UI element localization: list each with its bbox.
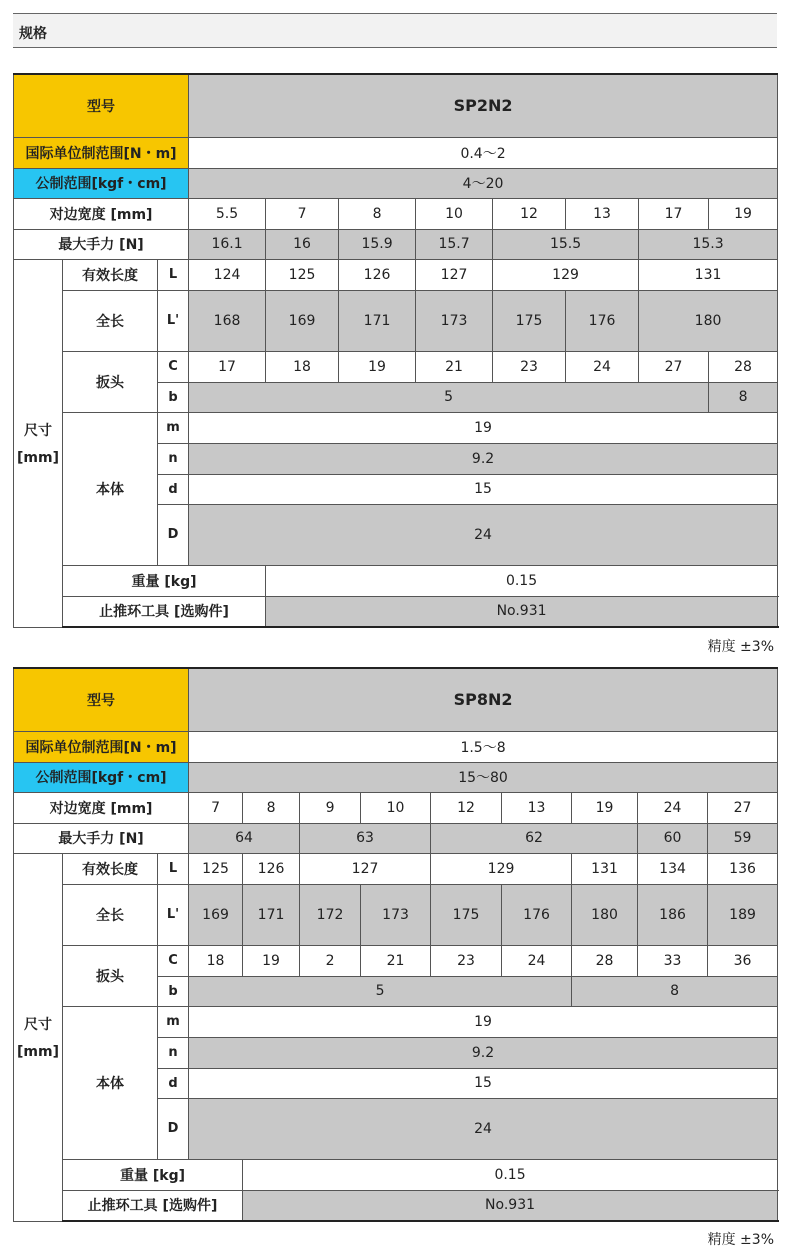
dimensions-label (14, 853, 63, 1221)
width-across-cell: 12 (431, 792, 502, 823)
metric-range-value: 15～80 (189, 762, 778, 792)
weight-label: 重量 [kg] (63, 1159, 243, 1190)
width-across-cell: 13 (502, 792, 572, 823)
precision-note: 精度 ±3% (707, 639, 774, 655)
max-force-cell: 62 (431, 823, 638, 853)
c-cell: 24 (502, 945, 572, 976)
c-cell: 19 (243, 945, 300, 976)
max-force-cell: 64 (189, 823, 300, 853)
l-cell: 136 (708, 853, 778, 884)
max-force-cell: 15.9 (339, 229, 416, 259)
effective-length-label: 有效长度 (63, 259, 158, 290)
si-range-label: 国际单位制范围[N・m] (14, 731, 189, 762)
width-across-cell: 24 (638, 792, 708, 823)
symbol-l-prime: L' (158, 290, 189, 351)
model-name: SP8N2 (189, 668, 778, 731)
m-cell: 19 (189, 1006, 778, 1037)
dimensions-label (14, 259, 63, 627)
symbol-b: b (158, 976, 189, 1006)
symbol-b: b (158, 382, 189, 412)
lp-cell: 169 (189, 884, 243, 945)
c-cell: 28 (709, 351, 778, 382)
lp-cell: 173 (361, 884, 431, 945)
metric-range-value: 4～20 (189, 168, 778, 198)
symbol-m: m (158, 1006, 189, 1037)
lp-cell: 176 (502, 884, 572, 945)
stopper-tool-value: No.931 (266, 596, 778, 627)
stopper-tool-value: No.931 (243, 1190, 778, 1221)
c-cell: 28 (572, 945, 638, 976)
width-across-cell: 27 (708, 792, 778, 823)
symbol-n: n (158, 1037, 189, 1068)
d-upper-cell: 24 (189, 1098, 778, 1159)
max-force-label: 最大手力 [N] (14, 823, 189, 853)
max-force-cell: 16 (266, 229, 339, 259)
d-upper-cell: 24 (189, 504, 778, 565)
l-cell: 131 (572, 853, 638, 884)
l-cell: 125 (189, 853, 243, 884)
l-cell: 127 (300, 853, 431, 884)
c-cell: 18 (189, 945, 243, 976)
section-title: 规格 (19, 26, 47, 42)
n-cell: 9.2 (189, 443, 778, 474)
si-range-label: 国际单位制范围[N・m] (14, 137, 189, 168)
max-force-cell: 16.1 (189, 229, 266, 259)
width-across-cell: 7 (189, 792, 243, 823)
max-force-label: 最大手力 [N] (14, 229, 189, 259)
width-across-cell: 19 (709, 198, 778, 229)
b-cell: 8 (572, 976, 778, 1006)
dimensions-title: 尺寸 (24, 1017, 52, 1033)
width-across-cell: 7 (266, 198, 339, 229)
weight-value: 0.15 (243, 1159, 778, 1190)
max-force-cell: 15.3 (639, 229, 778, 259)
spec-table-sp8n2 (13, 667, 778, 1222)
c-cell: 33 (638, 945, 708, 976)
weight-value: 0.15 (266, 565, 778, 596)
stopper-tool-label: 止推环工具 [选购件] (63, 596, 266, 627)
c-cell: 19 (339, 351, 416, 382)
lp-cell: 175 (431, 884, 502, 945)
width-across-cell: 19 (572, 792, 638, 823)
lp-cell: 172 (300, 884, 361, 945)
si-range-value: 1.5～8 (189, 731, 778, 762)
weight-label: 重量 [kg] (63, 565, 266, 596)
width-across-cell: 17 (639, 198, 709, 229)
c-cell: 24 (566, 351, 639, 382)
width-across-cell: 10 (416, 198, 493, 229)
b-cell: 5 (189, 976, 572, 1006)
lp-cell: 189 (708, 884, 778, 945)
head-label: 扳头 (63, 351, 158, 412)
metric-range-label: 公制范围[kgf・cm] (14, 168, 189, 198)
c-cell: 27 (639, 351, 709, 382)
c-cell: 2 (300, 945, 361, 976)
lp-cell: 186 (638, 884, 708, 945)
symbol-m: m (158, 412, 189, 443)
symbol-d: d (158, 1068, 189, 1098)
dimensions-unit: [mm] (17, 1044, 59, 1060)
c-cell: 17 (189, 351, 266, 382)
model-label: 型号 (14, 74, 189, 137)
spec-table-sp2n2 (13, 73, 778, 628)
l-cell: 127 (416, 259, 493, 290)
stopper-tool-label: 止推环工具 [选购件] (63, 1190, 243, 1221)
lp-cell: 173 (416, 290, 493, 351)
lp-cell: 171 (243, 884, 300, 945)
max-force-cell: 15.5 (493, 229, 639, 259)
section-header (13, 13, 777, 48)
m-cell: 19 (189, 412, 778, 443)
si-range-value: 0.4～2 (189, 137, 778, 168)
model-label: 型号 (14, 668, 189, 731)
max-force-cell: 60 (638, 823, 708, 853)
l-cell: 129 (431, 853, 572, 884)
width-across-cell: 13 (566, 198, 639, 229)
lp-cell: 175 (493, 290, 566, 351)
symbol-d-upper: D (158, 1098, 189, 1159)
symbol-n: n (158, 443, 189, 474)
precision-note: 精度 ±3% (707, 1232, 774, 1248)
lp-cell: 176 (566, 290, 639, 351)
width-across-label: 对边宽度 [mm] (14, 198, 189, 229)
model-name: SP2N2 (189, 74, 778, 137)
lp-cell: 169 (266, 290, 339, 351)
l-cell: 126 (339, 259, 416, 290)
lp-cell: 180 (572, 884, 638, 945)
max-force-cell: 15.7 (416, 229, 493, 259)
symbol-c: C (158, 351, 189, 382)
l-cell: 131 (639, 259, 778, 290)
lp-cell: 171 (339, 290, 416, 351)
head-label: 扳头 (63, 945, 158, 1006)
c-cell: 23 (431, 945, 502, 976)
d-cell: 15 (189, 474, 778, 504)
width-across-cell: 5.5 (189, 198, 266, 229)
overall-length-label: 全长 (63, 884, 158, 945)
symbol-d: d (158, 474, 189, 504)
c-cell: 36 (708, 945, 778, 976)
overall-length-label: 全长 (63, 290, 158, 351)
max-force-cell: 59 (708, 823, 778, 853)
body-label: 本体 (63, 412, 158, 565)
width-across-cell: 8 (243, 792, 300, 823)
l-cell: 125 (266, 259, 339, 290)
c-cell: 21 (361, 945, 431, 976)
b-cell: 5 (189, 382, 709, 412)
c-cell: 23 (493, 351, 566, 382)
lp-cell: 180 (639, 290, 778, 351)
d-cell: 15 (189, 1068, 778, 1098)
b-cell: 8 (709, 382, 778, 412)
symbol-c: C (158, 945, 189, 976)
max-force-cell: 63 (300, 823, 431, 853)
width-across-cell: 9 (300, 792, 361, 823)
dimensions-unit: [mm] (17, 450, 59, 466)
lp-cell: 168 (189, 290, 266, 351)
symbol-l: L (158, 853, 189, 884)
c-cell: 18 (266, 351, 339, 382)
dimensions-title: 尺寸 (24, 423, 52, 439)
width-across-cell: 12 (493, 198, 566, 229)
l-cell: 124 (189, 259, 266, 290)
c-cell: 21 (416, 351, 493, 382)
width-across-cell: 8 (339, 198, 416, 229)
symbol-l-prime: L' (158, 884, 189, 945)
symbol-l: L (158, 259, 189, 290)
l-cell: 134 (638, 853, 708, 884)
metric-range-label: 公制范围[kgf・cm] (14, 762, 189, 792)
n-cell: 9.2 (189, 1037, 778, 1068)
width-across-label: 对边宽度 [mm] (14, 792, 189, 823)
body-label: 本体 (63, 1006, 158, 1159)
effective-length-label: 有效长度 (63, 853, 158, 884)
symbol-d-upper: D (158, 504, 189, 565)
width-across-cell: 10 (361, 792, 431, 823)
l-cell: 126 (243, 853, 300, 884)
l-cell: 129 (493, 259, 639, 290)
